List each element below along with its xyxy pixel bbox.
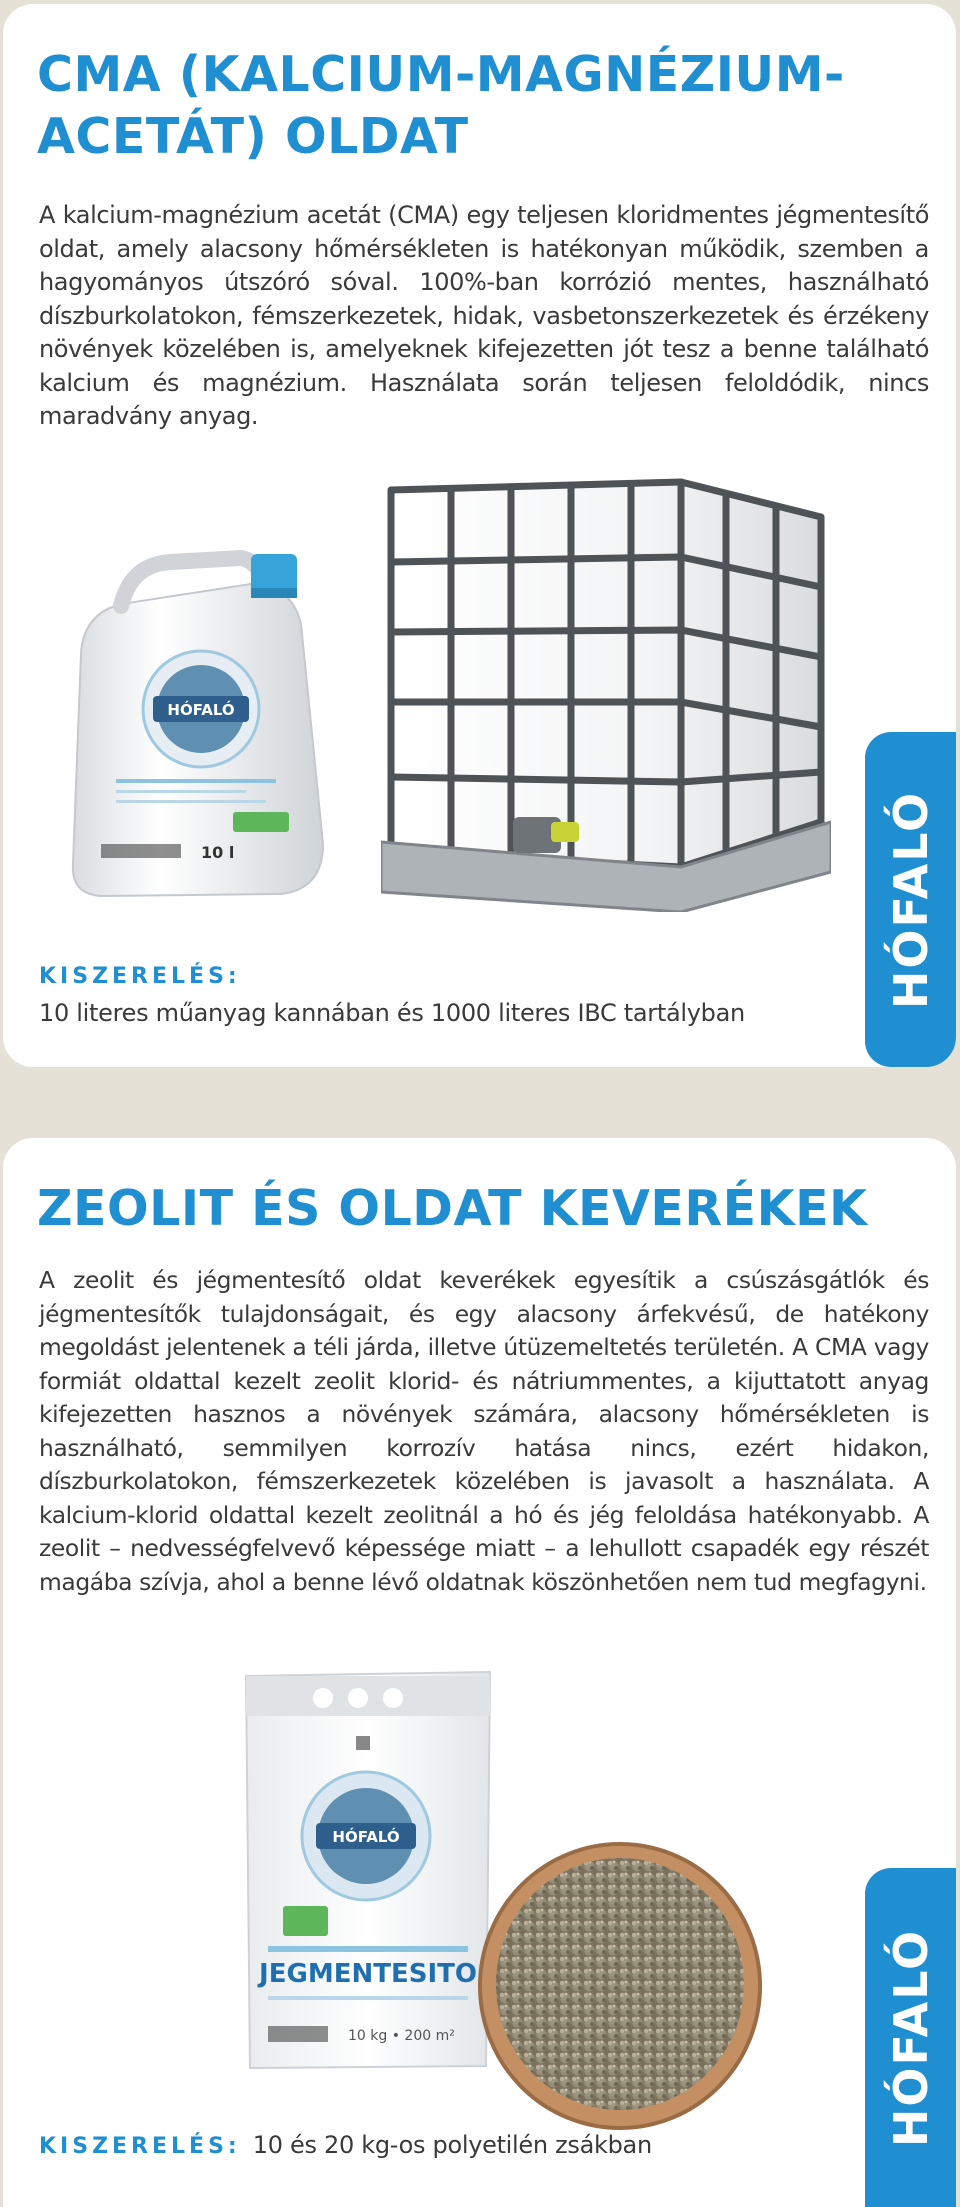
packaging-line-zeolite: [39, 2131, 652, 2159]
packaging-label-cma: KISZERELÉS:: [39, 964, 241, 989]
canister-brand-label: HÓFALÓ: [167, 701, 235, 719]
product-card-cma: [3, 4, 956, 1067]
brand-tab: [865, 732, 956, 1067]
brand-tab: [865, 1868, 956, 2207]
zeolite-bowl-image: [475, 1836, 765, 2136]
bag-brand-label: HÓFALÓ: [332, 1828, 400, 1846]
packaging-text-cma: 10 literes műanyag kannában és 1000 literes IBC tartályban: [39, 999, 745, 1027]
section-description-cma: A kalcium-magnézium acetát (CMA) egy teljesen kloridmentes jégmentesítő oldat, amely alacsony hőmérsékleten is hatékonyan működik, szemben a hagyományos útszóró sóval. 100%-ban korrózió mentes, használható díszburkolatokon, fémszerkezetek, hidak, vasbetonszerkezetek és érzékeny növények közelében is, amelyeknek kifejezetten jót tesz a benne található kalcium és magnézium. Használata során teljesen feloldódik, nincs maradvány anyag.: [39, 201, 929, 430]
canister-image: [61, 544, 341, 904]
ibc-tank-image: [381, 472, 831, 912]
bag-product-name: JEGMENTESITO: [259, 1959, 477, 1989]
packaging-text-zeolite: 10 és 20 kg-os polyetilén zsákban: [252, 2131, 652, 2159]
canister-volume: 10 l: [201, 843, 235, 862]
section-description-zeolite: A zeolit és jégmentesítő oldat keverékek egyesítik a csúszásgátlók és jégmentesítők tulajdonságait, és egy alacsony árfekvésű, de hatékony megoldást jelentenek a téli járda, illetve útüzemeltetés területén. A CMA vagy formiát oldattal kezelt zeolit klorid- és nátriummentes, a kijuttatott anyag kifejezetten hasznos a növények számára, alacsony hőmérsékleten is használható, semmilyen korrozív hatása nincs, ezért hidakon, díszburkolatokon, fémszerkezetek közelében is javasolt a használata. A kalcium-klorid oldattal kezelt zeolitnál a hó és jég feloldása hatékonyabb. A zeolit – nedvességfelvevő képessége miatt – a lehullott csapadék egy részét magába szívja, ahol a benne lévő oldatnak köszönhetően nem tud megfagyni.: [39, 1266, 929, 1596]
product-bag-image: [228, 1666, 508, 2076]
bag-weight: 10 kg • 200 m²: [348, 2028, 455, 2044]
brand-tab-text: HÓFALÓ: [883, 790, 938, 1009]
brand-tab-text: HÓFALÓ: [883, 1928, 938, 2147]
section-title-zeolite: ZEOLIT ÉS OLDAT KEVERÉKEK: [37, 1180, 868, 1237]
section-title-cma: CMA (KALCIUM-MAGNÉZIUM-ACETÁT) OLDAT: [37, 46, 845, 165]
packaging-label-zeolite: KISZERELÉS:: [39, 2134, 241, 2159]
product-card-zeolite: [3, 1138, 956, 2207]
